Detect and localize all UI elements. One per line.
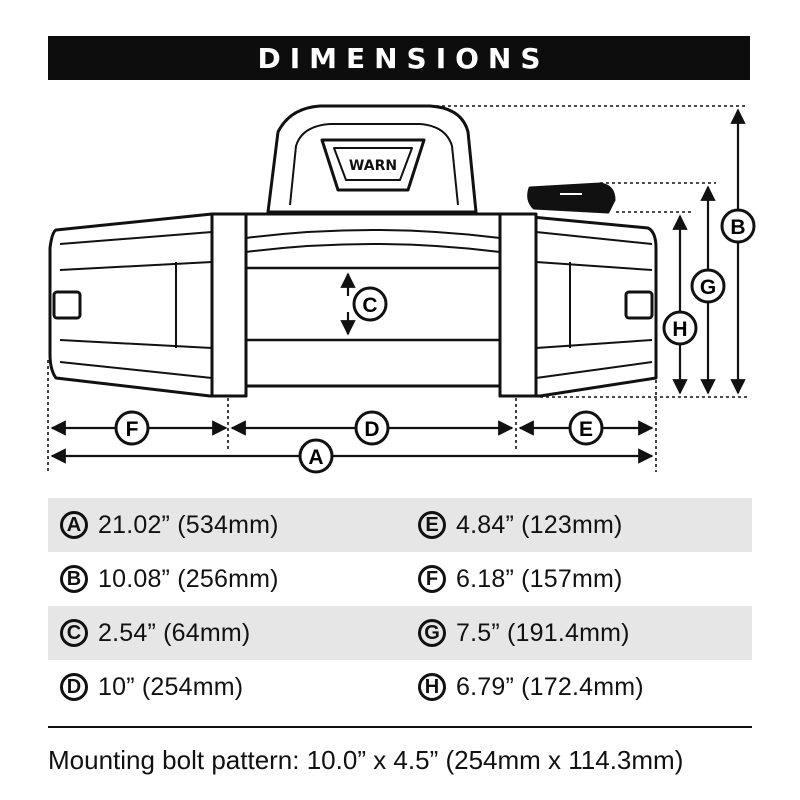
dim-badge-c xyxy=(354,288,386,320)
spec-letter-badge: H xyxy=(418,673,446,701)
dim-label-b: B xyxy=(730,216,746,239)
spec-value: 2.54” (64mm) xyxy=(98,618,251,647)
dim-label-e: E xyxy=(578,418,594,441)
dim-badge-a xyxy=(300,440,332,472)
dim-badge-h xyxy=(664,312,696,344)
clutch-lever xyxy=(529,184,614,212)
dim-badge-g xyxy=(692,270,724,302)
spec-letter-badge: F xyxy=(418,565,446,593)
spec-letter-badge: A xyxy=(60,511,88,539)
winch-illustration xyxy=(50,106,656,396)
spec-item-b xyxy=(48,565,400,594)
spec-letter-badge: E xyxy=(418,511,446,539)
spec-value: 10” (254mm) xyxy=(98,672,244,701)
spec-value: 10.08” (256mm) xyxy=(98,564,279,593)
dim-badge-e xyxy=(570,412,602,444)
left-end-tab xyxy=(54,292,80,318)
spec-row xyxy=(48,498,752,552)
dim-label-g: G xyxy=(699,276,717,299)
spec-item-c xyxy=(48,619,400,648)
spec-value: 6.79” (172.4mm) xyxy=(456,672,644,701)
spec-item-f xyxy=(400,565,752,594)
dim-label-h: H xyxy=(672,318,688,341)
spec-letter-badge: B xyxy=(60,565,88,593)
spec-row xyxy=(48,606,752,660)
dim-badge-d xyxy=(356,412,388,444)
spec-value: 21.02” (534mm) xyxy=(98,510,279,539)
spec-value: 7.5” (191.4mm) xyxy=(456,618,630,647)
spec-row xyxy=(48,552,752,606)
page-title: DIMENSIONS xyxy=(257,41,550,75)
divider xyxy=(48,726,752,728)
dim-label-c: C xyxy=(362,294,378,317)
spec-value: 4.84” (123mm) xyxy=(456,510,623,539)
spec-row xyxy=(48,660,752,714)
spec-item-d xyxy=(48,673,400,702)
spec-table xyxy=(48,498,752,714)
right-end-tab xyxy=(626,292,652,318)
dim-label-f: F xyxy=(125,418,139,441)
spec-letter-badge: D xyxy=(60,673,88,701)
spec-letter-badge: G xyxy=(418,619,446,647)
spec-letter-badge: C xyxy=(60,619,88,647)
brand-logo-text: WARN xyxy=(348,158,398,174)
dim-badge-b xyxy=(722,210,754,242)
mounting-bolt-pattern: Mounting bolt pattern: 10.0” x 4.5” (254mm x 114.3mm) xyxy=(48,745,684,775)
dim-label-d: D xyxy=(364,418,380,441)
spec-item-e xyxy=(400,511,752,540)
spec-value: 6.18” (157mm) xyxy=(456,564,623,593)
spec-item-g xyxy=(400,619,752,648)
spec-item-a xyxy=(48,511,400,540)
dim-badge-f xyxy=(116,412,148,444)
spec-item-h xyxy=(400,673,752,702)
dim-label-a: A xyxy=(308,446,324,469)
